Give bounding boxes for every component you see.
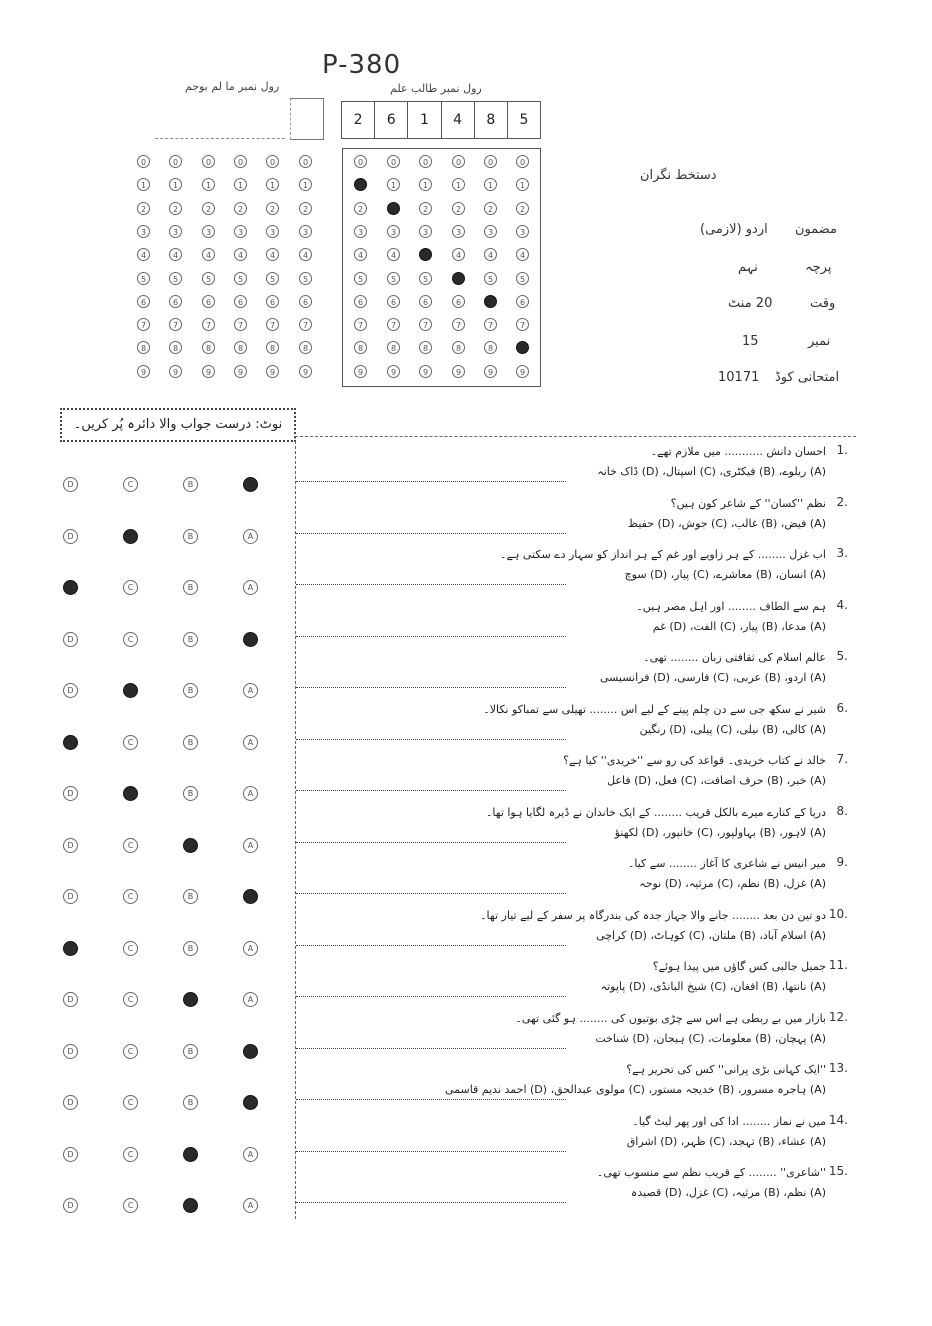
question-options: (A) عشاء، (B) تہجد، (C) ظہر، (D) اشراق	[626, 1134, 826, 1148]
question-options: (A) ریلوے، (B) فیکٹری، (C) اسپتال، (D) ڈاک خانہ	[597, 465, 826, 478]
code-bubble[interactable]: 9	[137, 365, 150, 378]
code-bubble[interactable]: 8	[169, 341, 182, 354]
code-bubble[interactable]: 5	[169, 272, 182, 285]
roll-bubble[interactable]: 4	[516, 248, 529, 261]
roll-bubble[interactable]: 3	[387, 225, 400, 238]
roll-bubble[interactable]: 1	[452, 178, 465, 191]
question-item	[296, 701, 856, 753]
answer-bubble-a[interactable]: A	[243, 889, 258, 904]
question-number: 8.	[836, 803, 848, 818]
code-bubble[interactable]: 1	[266, 178, 279, 191]
code-bubble[interactable]: 8	[266, 341, 279, 354]
answer-bubble-c[interactable]: C	[123, 580, 138, 595]
question-item	[296, 443, 856, 495]
answer-line	[296, 1048, 566, 1049]
answer-bubble-d[interactable]: D	[63, 941, 78, 956]
answer-bubble-d[interactable]: D	[63, 838, 78, 853]
roll-bubble[interactable]: 0	[452, 155, 465, 168]
code-bubble[interactable]: 7	[299, 318, 312, 331]
question-item	[296, 1061, 856, 1113]
question-item	[296, 1113, 856, 1165]
question-options: (A) خبر، (B) حرف اضافت، (C) فعل، (D) فاعل	[607, 774, 826, 787]
question-number: 15.	[828, 1164, 848, 1178]
roll-bubble[interactable]: 1	[387, 178, 400, 191]
question-stem: ''شاعری'' ........ کے قریب نظم سے منسوب تھی۔	[596, 1166, 826, 1179]
question-item	[296, 907, 856, 959]
code-bubble[interactable]: 4	[234, 248, 247, 261]
answer-line	[296, 533, 566, 534]
subject-value: اردو (لازمی)	[700, 222, 768, 237]
roll-bubble[interactable]: 6	[484, 295, 497, 308]
answer-bubble-c[interactable]: C	[123, 477, 138, 492]
code-bubble[interactable]: 7	[169, 318, 182, 331]
code-bubble[interactable]: 8	[137, 341, 150, 354]
question-stem: میں نے نماز ........ ادا کی اور پھر لیٹ گیا۔	[632, 1114, 826, 1128]
answer-bubble-c[interactable]: C	[123, 735, 138, 750]
code-bubble[interactable]: 4	[202, 248, 215, 261]
answer-bubble-a[interactable]: A	[243, 632, 258, 647]
answer-line	[296, 945, 566, 946]
code-bubble[interactable]: 3	[299, 225, 312, 238]
question-item	[296, 752, 856, 804]
roll-bubble[interactable]: 8	[419, 341, 432, 354]
answer-bubble-a[interactable]: A	[243, 1147, 258, 1162]
code-bubble[interactable]: 0	[299, 155, 312, 168]
roll-bubble[interactable]: 4	[484, 248, 497, 261]
exam-code-label-info: امتحانی کوڈ	[775, 370, 840, 385]
answer-bubble-b[interactable]: B	[183, 477, 198, 492]
question-number: 13.	[828, 1061, 848, 1075]
answer-bubble-c[interactable]: C	[123, 529, 138, 544]
code-bubble[interactable]: 8	[299, 341, 312, 354]
answer-bubble-a[interactable]: A	[243, 786, 258, 801]
answer-line	[296, 739, 566, 740]
question-item	[296, 598, 856, 650]
paper-label: پرچہ	[805, 260, 832, 275]
question-item	[296, 804, 856, 856]
exam-code-box-left	[155, 100, 285, 139]
question-number: 5.	[836, 649, 848, 663]
code-bubble[interactable]: 8	[234, 341, 247, 354]
roll-bubble[interactable]: 8	[516, 341, 529, 354]
roll-bubble[interactable]: 2	[419, 202, 432, 215]
answer-bubble-c[interactable]: C	[123, 1147, 138, 1162]
answer-line	[296, 1151, 566, 1152]
answer-bubble-b[interactable]: B	[183, 529, 198, 544]
question-stem: جمیل جالبی کس گاؤں میں پیدا ہوئے؟	[652, 960, 826, 973]
code-bubble[interactable]: 4	[169, 248, 182, 261]
roll-bubble[interactable]: 2	[387, 202, 400, 215]
code-bubble[interactable]: 3	[202, 225, 215, 238]
roll-bubble[interactable]: 7	[516, 318, 529, 331]
answer-line	[296, 790, 566, 791]
code-bubble[interactable]: 7	[234, 318, 247, 331]
signature-label: دستخط نگران	[640, 168, 717, 183]
code-bubble[interactable]: 0	[137, 155, 150, 168]
question-number: 12.	[828, 1009, 848, 1024]
question-number: 4.	[836, 597, 848, 612]
answer-bubble-c[interactable]: C	[123, 1044, 138, 1059]
code-bubble[interactable]: 6	[234, 295, 247, 308]
answer-bubble-a[interactable]: A	[243, 580, 258, 595]
roll-bubble[interactable]: 5	[387, 272, 400, 285]
question-number: 11.	[828, 958, 848, 972]
code-bubble[interactable]: 3	[234, 225, 247, 238]
code-bubble[interactable]: 4	[299, 248, 312, 261]
answer-bubble-a[interactable]: A	[243, 683, 258, 698]
roll-bubble[interactable]: 3	[354, 225, 367, 238]
answer-bubble-d[interactable]: D	[63, 786, 78, 801]
question-item	[296, 1164, 856, 1216]
roll-bubble[interactable]: 9	[419, 365, 432, 378]
question-options: (A) فیض، (B) غالب، (C) جوش، (D) حفیظ	[627, 516, 826, 530]
roll-bubble[interactable]: 7	[452, 318, 465, 331]
answer-bubble-c[interactable]: C	[123, 941, 138, 956]
roll-bubble[interactable]: 3	[452, 225, 465, 238]
code-bubble[interactable]: 5	[234, 272, 247, 285]
code-bubble[interactable]: 1	[137, 178, 150, 191]
roll-bubble[interactable]: 9	[452, 365, 465, 378]
marks-label: نمبر	[808, 334, 831, 349]
answer-bubble-c[interactable]: C	[123, 838, 138, 853]
question-number: 3.	[836, 546, 848, 560]
question-options: (A) پہچان، (B) معلومات، (C) ہیجان، (D) شناخت	[595, 1031, 826, 1045]
roll-bubble[interactable]: 5	[354, 272, 367, 285]
question-options: (A) اردو، (B) عربی، (C) فارسی، (D) فرانسیسی	[599, 671, 826, 684]
question-stem: میر انیس نے شاعری کا آغاز ........ سے کیا۔	[627, 857, 826, 870]
question-options: (A) اسلام آباد، (B) ملتان، (C) کوہاٹ، (D) کراچی	[596, 928, 826, 942]
roll-digit: 5	[519, 112, 529, 128]
answer-line	[296, 842, 566, 843]
roll-bubble[interactable]: 1	[516, 178, 529, 191]
roll-digit: 2	[342, 102, 375, 138]
answer-bubble-d[interactable]: D	[63, 1198, 78, 1213]
roll-bubble[interactable]: 3	[484, 225, 497, 238]
answer-bubble-a[interactable]: A	[243, 1198, 258, 1213]
exam-code-box	[290, 98, 324, 140]
code-bubble[interactable]: 9	[169, 365, 182, 378]
code-bubble[interactable]: 6	[137, 295, 150, 308]
marks-value: 15	[742, 334, 759, 349]
answer-bubble-a[interactable]: A	[243, 477, 258, 492]
roll-bubble[interactable]: 6	[387, 295, 400, 308]
answer-bubble-a[interactable]: A	[243, 838, 258, 853]
answer-bubble-a[interactable]: A	[243, 992, 258, 1007]
roll-bubble[interactable]: 7	[387, 318, 400, 331]
question-stem: شیر نے سکھ جی سے دن چلم پینے کے لیے اس ........ تھیلی سے تمباکو نکالا۔	[483, 702, 826, 716]
roll-bubble[interactable]: 8	[452, 341, 465, 354]
code-bubble[interactable]: 6	[169, 295, 182, 308]
question-item	[296, 495, 856, 547]
code-bubble[interactable]: 6	[202, 295, 215, 308]
answer-line	[296, 481, 566, 482]
roll-bubble[interactable]: 0	[484, 155, 497, 168]
question-options: (A) کالی، (B) نیلی، (C) پیلی، (D) رنگین	[639, 722, 826, 736]
code-bubble[interactable]: 5	[137, 272, 150, 285]
roll-bubble[interactable]: 2	[452, 202, 465, 215]
answer-bubble-a[interactable]: A	[243, 1095, 258, 1110]
answer-line	[296, 687, 566, 688]
roll-bubble[interactable]: 9	[484, 365, 497, 378]
answer-bubble-c[interactable]: C	[123, 889, 138, 904]
answer-bubble-d[interactable]: D	[63, 477, 78, 492]
answer-line	[296, 1099, 566, 1100]
code-bubble[interactable]: 2	[202, 202, 215, 215]
roll-digit: 1	[408, 102, 441, 138]
roll-bubble[interactable]: 8	[387, 341, 400, 354]
answer-bubble-b[interactable]: B	[183, 683, 198, 698]
roll-number-box	[341, 101, 541, 139]
question-stem: ہم سے الطاف ........ اور اہل مصر ہیں۔	[636, 599, 826, 613]
code-bubble[interactable]: 1	[299, 178, 312, 191]
code-bubble[interactable]: 2	[137, 202, 150, 215]
code-bubble[interactable]: 2	[266, 202, 279, 215]
question-options: (A) غزل، (B) نظم، (C) مرثیہ، (D) نوحہ	[639, 877, 826, 890]
question-stem: دو تین دن بعد ........ جانے والا جہاز جدہ کی بندرگاہ پر سفر کے لیے تیار تھا۔	[480, 908, 826, 922]
subject-label: مضمون	[795, 222, 838, 237]
answer-bubble-d[interactable]: D	[63, 1147, 78, 1162]
roll-bubble[interactable]: 0	[516, 155, 529, 168]
roll-digit: 8	[475, 102, 508, 138]
code-bubble[interactable]: 5	[266, 272, 279, 285]
code-bubble[interactable]: 9	[202, 365, 215, 378]
answer-bubble-c[interactable]: C	[123, 786, 138, 801]
code-bubble[interactable]: 7	[137, 318, 150, 331]
question-stem: خالد نے کتاب خریدی۔ قواعد کی رو سے ''خریدی'' کیا ہے؟	[563, 754, 826, 767]
answer-bubble-c[interactable]: C	[123, 1095, 138, 1110]
answer-bubble-a[interactable]: A	[243, 1044, 258, 1059]
answer-bubble-a[interactable]: A	[243, 941, 258, 956]
answer-bubble-b[interactable]: B	[183, 992, 198, 1007]
roll-bubble[interactable]: 6	[516, 295, 529, 308]
paper-value: نہم	[738, 260, 758, 275]
exam-code-label: رول نمبر ما لم بوجم	[185, 80, 280, 93]
question-options: (A) انسان، (B) معاشرے، (C) پیار، (D) سوچ	[624, 568, 826, 581]
roll-bubble[interactable]: 5	[516, 272, 529, 285]
code-bubble[interactable]: 0	[202, 155, 215, 168]
paper-code: P-380	[322, 50, 402, 80]
question-stem: دریا کے کنارے میرے بالکل قریب ........ کے ایک خاندان نے ڈیرہ لگایا ہوا تھا۔	[485, 805, 826, 819]
code-bubble[interactable]: 1	[169, 178, 182, 191]
answer-bubble-d[interactable]: D	[63, 735, 78, 750]
roll-bubble[interactable]: 9	[387, 365, 400, 378]
code-bubble[interactable]: 9	[266, 365, 279, 378]
answer-bubble-d[interactable]: D	[63, 529, 78, 544]
roll-number-label: رول نمبر طالب علم	[390, 82, 482, 95]
question-number: 10.	[828, 906, 848, 921]
answer-bubble-d[interactable]: D	[63, 889, 78, 904]
roll-bubble[interactable]: 9	[516, 365, 529, 378]
questions-panel	[295, 436, 856, 1219]
code-bubble[interactable]: 3	[137, 225, 150, 238]
code-bubble[interactable]: 2	[169, 202, 182, 215]
roll-bubble[interactable]: 5	[484, 272, 497, 285]
roll-digit: 6	[375, 102, 408, 138]
roll-bubble[interactable]: 3	[516, 225, 529, 238]
question-item	[296, 649, 856, 701]
roll-bubble[interactable]: 9	[354, 365, 367, 378]
code-bubble[interactable]: 1	[234, 178, 247, 191]
answer-bubble-b[interactable]: B	[183, 1198, 198, 1213]
question-stem: ''ایک کہانی بڑی پرانی'' کس کی تحریر ہے؟	[626, 1063, 826, 1076]
question-options: (A) ہاجرہ مسرور، (B) خدیجہ مستور، (C) مولوی عبدالحق، (D) احمد ندیم قاسمی	[444, 1083, 826, 1096]
answer-line	[296, 1202, 566, 1203]
answer-bubble-b[interactable]: B	[183, 889, 198, 904]
question-options: (A) نظم، (B) مرثیہ، (C) غزل، (D) قصیدہ	[630, 1186, 826, 1199]
question-item	[296, 1010, 856, 1062]
roll-bubble[interactable]: 7	[419, 318, 432, 331]
answer-bubble-d[interactable]: D	[63, 683, 78, 698]
answer-bubble-c[interactable]: C	[123, 632, 138, 647]
roll-bubble[interactable]: 1	[484, 178, 497, 191]
answer-line	[296, 996, 566, 997]
roll-bubble[interactable]: 3	[419, 225, 432, 238]
roll-bubble[interactable]: 8	[484, 341, 497, 354]
roll-bubble[interactable]: 1	[419, 178, 432, 191]
answer-bubble-b[interactable]: B	[183, 580, 198, 595]
roll-bubble[interactable]: 5	[452, 272, 465, 285]
roll-bubble[interactable]: 4	[452, 248, 465, 261]
code-bubble[interactable]: 5	[202, 272, 215, 285]
roll-bubble[interactable]: 6	[354, 295, 367, 308]
answer-bubble-b[interactable]: B	[183, 838, 198, 853]
question-number: 9.	[836, 855, 848, 869]
roll-bubble[interactable]: 8	[354, 341, 367, 354]
question-stem: عالم اسلام کی ثقافتی زبان ........ تھی۔	[643, 651, 826, 664]
answer-bubble-c[interactable]: C	[123, 1198, 138, 1213]
exam-code-value: 10171	[718, 370, 760, 385]
roll-bubble[interactable]: 0	[354, 155, 367, 168]
roll-bubble[interactable]: 2	[484, 202, 497, 215]
code-bubble[interactable]: 7	[266, 318, 279, 331]
code-bubble[interactable]: 3	[169, 225, 182, 238]
answer-line	[296, 584, 566, 585]
roll-bubble[interactable]: 4	[354, 248, 367, 261]
code-bubble[interactable]: 5	[299, 272, 312, 285]
question-stem: بازار میں بے ربطی ہے اس سے چڑی بوتیوں کی ........ ہو گئی تھی۔	[515, 1011, 826, 1025]
roll-bubble[interactable]: 0	[419, 155, 432, 168]
roll-bubble[interactable]: 4	[387, 248, 400, 261]
roll-bubble[interactable]: 7	[484, 318, 497, 331]
answer-bubble-a[interactable]: A	[243, 529, 258, 544]
code-bubble[interactable]: 6	[299, 295, 312, 308]
roll-bubble[interactable]: 2	[354, 202, 367, 215]
answer-bubble-d[interactable]: D	[63, 1044, 78, 1059]
answer-bubble-b[interactable]: B	[183, 941, 198, 956]
code-bubble[interactable]: 0	[234, 155, 247, 168]
code-bubble[interactable]: 2	[299, 202, 312, 215]
answer-bubble-d[interactable]: D	[63, 580, 78, 595]
roll-bubble[interactable]: 2	[516, 202, 529, 215]
roll-bubble[interactable]: 6	[419, 295, 432, 308]
question-number: 2.	[836, 494, 848, 509]
code-bubble[interactable]: 2	[234, 202, 247, 215]
roll-bubble[interactable]: 1	[354, 178, 367, 191]
time-label: وقت	[810, 296, 836, 311]
code-bubble[interactable]: 0	[169, 155, 182, 168]
time-value: 20 منٹ	[728, 296, 773, 311]
question-item	[296, 855, 856, 907]
question-stem: احسان دانش ........... میں ملازم تھے۔	[650, 445, 826, 458]
answer-bubble-b[interactable]: B	[183, 786, 198, 801]
question-options: (A) مدعا، (B) پیار، (C) الفت، (D) غم	[652, 619, 826, 633]
code-bubble[interactable]: 7	[202, 318, 215, 331]
question-stem: نظم ''کسان'' کے شاعر کون ہیں؟	[670, 496, 826, 510]
code-bubble[interactable]: 1	[202, 178, 215, 191]
answer-line	[296, 636, 566, 637]
answer-bubble-c[interactable]: C	[123, 683, 138, 698]
question-item	[296, 958, 856, 1010]
code-bubble[interactable]: 8	[202, 341, 215, 354]
code-bubble[interactable]: 9	[234, 365, 247, 378]
roll-bubble[interactable]: 0	[387, 155, 400, 168]
answer-bubble-b[interactable]: B	[183, 1044, 198, 1059]
question-number: 6.	[836, 700, 848, 715]
roll-digit: 4	[442, 102, 475, 138]
roll-bubble[interactable]: 4	[419, 248, 432, 261]
question-number: 14.	[828, 1112, 848, 1127]
roll-bubble-grid	[342, 148, 541, 387]
question-options: (A) نانتھا، (B) افغان، (C) شیخ البانڈی، (D) پاپوتہ	[600, 980, 826, 993]
code-bubble[interactable]: 0	[266, 155, 279, 168]
code-bubble[interactable]: 4	[266, 248, 279, 261]
roll-bubble[interactable]: 6	[452, 295, 465, 308]
code-bubble[interactable]: 6	[266, 295, 279, 308]
answer-bubble-a[interactable]: A	[243, 735, 258, 750]
answer-bubble-b[interactable]: B	[183, 1147, 198, 1162]
roll-bubble[interactable]: 5	[419, 272, 432, 285]
answer-bubble-b[interactable]: B	[183, 1095, 198, 1110]
roll-bubble[interactable]: 7	[354, 318, 367, 331]
answer-line	[296, 893, 566, 894]
code-bubble[interactable]: 9	[299, 365, 312, 378]
answer-bubble-d[interactable]: D	[63, 632, 78, 647]
code-bubble[interactable]: 4	[137, 248, 150, 261]
answer-bubble-b[interactable]: B	[183, 632, 198, 647]
instruction-note: نوٹ: درست جواب والا دائرہ پُر کریں۔	[60, 408, 296, 442]
question-options: (A) لاہور، (B) بہاولپور، (C) خانپور، (D) لکھنؤ	[614, 825, 826, 839]
question-number: 1.	[836, 443, 848, 457]
code-bubble[interactable]: 3	[266, 225, 279, 238]
answer-bubble-c[interactable]: C	[123, 992, 138, 1007]
question-stem: اب غزل ........ کے ہر زاویے اور غم کے ہر انداز کو سہار دے سکتی ہے۔	[500, 548, 826, 561]
answer-bubble-d[interactable]: D	[63, 1095, 78, 1110]
question-item	[296, 546, 856, 598]
answer-bubble-b[interactable]: B	[183, 735, 198, 750]
answer-bubble-d[interactable]: D	[63, 992, 78, 1007]
question-number: 7.	[836, 752, 848, 766]
